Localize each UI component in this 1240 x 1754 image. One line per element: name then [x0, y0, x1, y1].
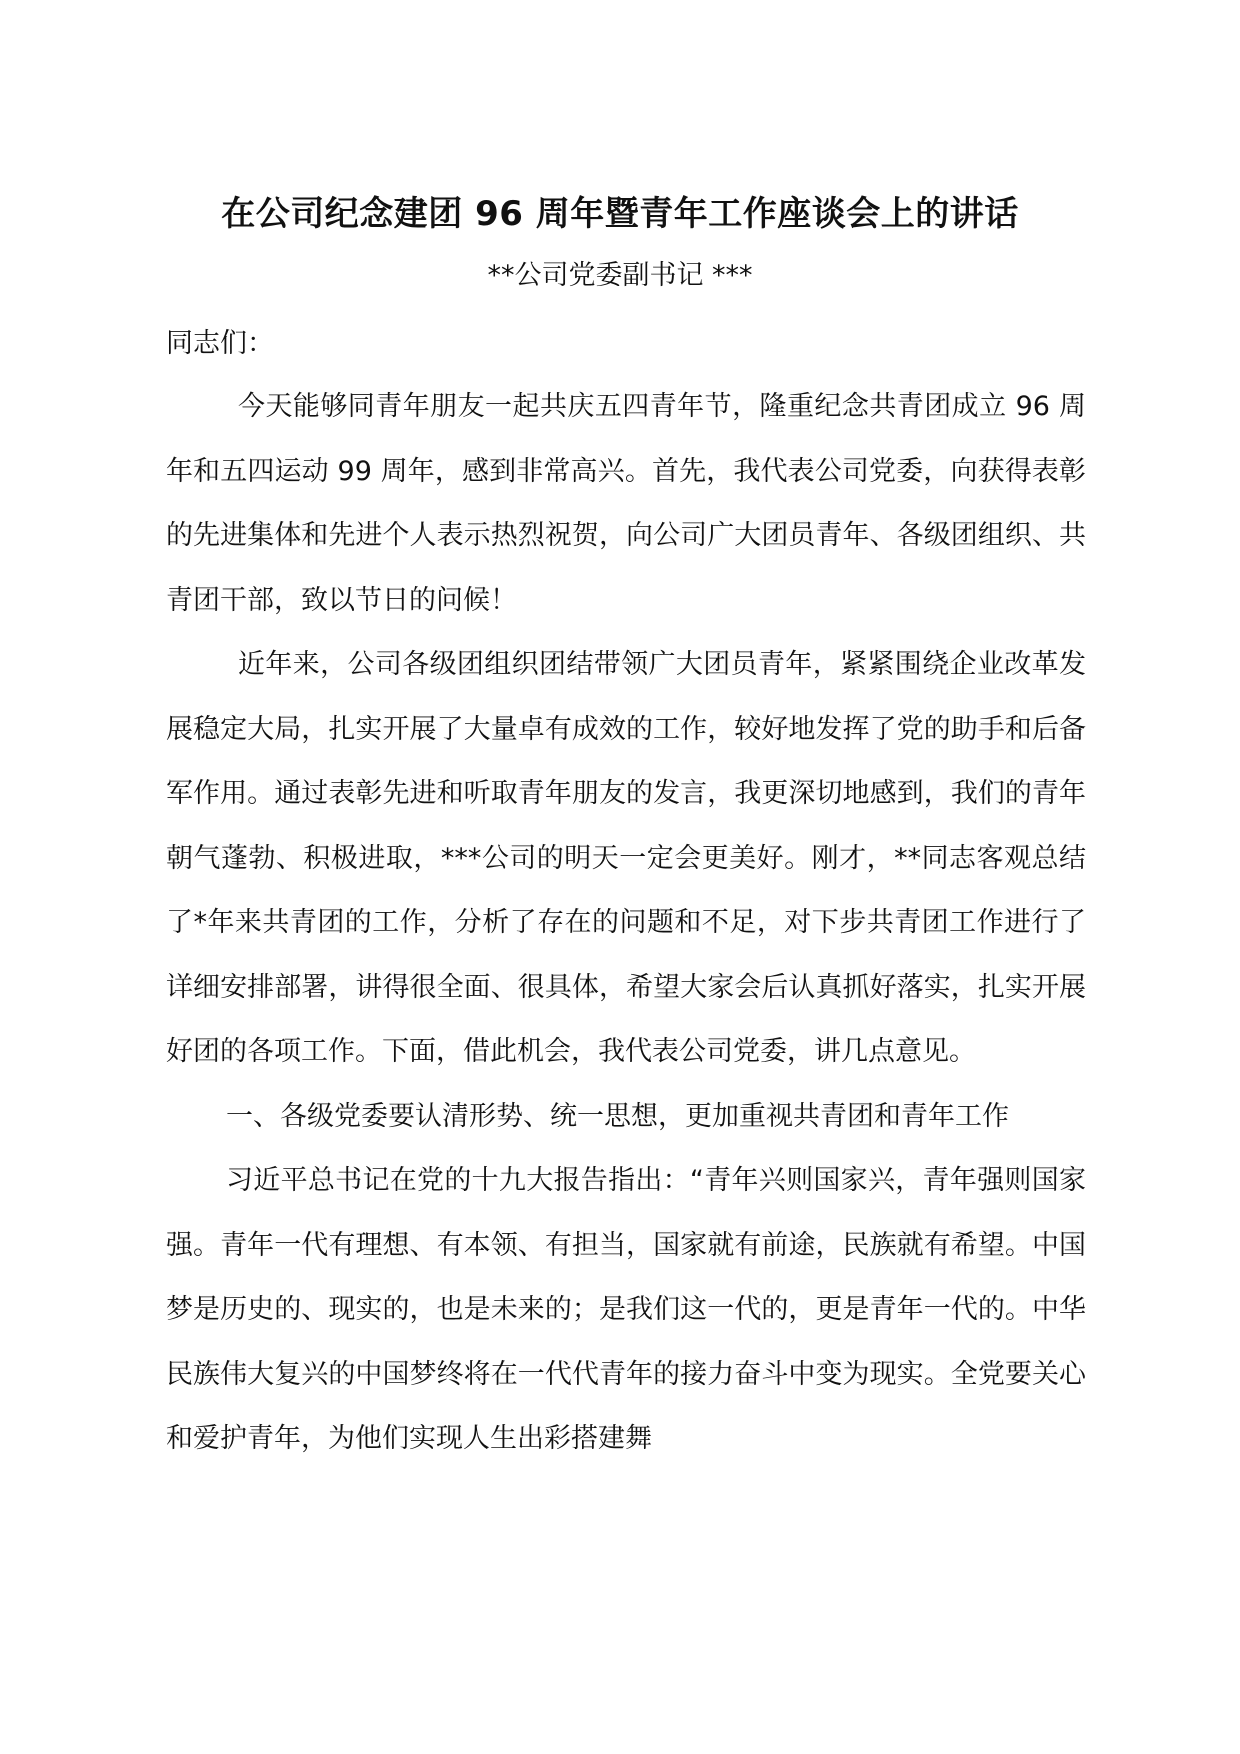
paragraph-opening: 今天能够同青年朋友一起共庆五四青年节，隆重纪念共青团成立 96 周年和五四运动 99 周年，感到非常高兴。首先，我代表公司党委，向获得表彰的先进集体和先进个人表示热烈祝贺，向公司广大团员青年、各级团组织、共青团干部，致以节日的问候！	[166, 391, 1086, 616]
paragraph-quote: 习近平总书记在党的十九大报告指出：“青年兴则国家兴，青年强则国家强。青年一代有理想、有本领、有担当，国家就有前途，民族就有希望。中国梦是历史的、现实的，也是未来的；是我们这一代的，更是青年一代的。中华民族伟大复兴的中国梦终将在一代代青年的接力奋斗中变为现实。全党要关心和爱护青年，为他们实现人生出彩搭建舞	[166, 1165, 1086, 1454]
paragraph-achievements: 近年来，公司各级团组织团结带领广大团员青年，紧紧围绕企业改革发展稳定大局，扎实开展了大量卓有成效的工作，较好地发挥了党的助手和后备军作用。通过表彰先进和听取青年朋友的发言，我更深切地感到，我们的青年朝气蓬勃、积极进取，***公司的明天一定会更美好。刚才，**同志客观总结了*年来共青团的工作，分析了存在的问题和不足，对下步共青团工作进行了详细安排部署，讲得很全面、很具体，希望大家会后认真抓好落实，扎实开展好团的各项工作。下面，借此机会，我代表公司党委，讲几点意见。	[166, 649, 1086, 1067]
body-paragraphs	[166, 375, 1086, 1472]
document-byline: **公司党委副书记 ***	[487, 260, 753, 291]
salutation: 同志们：	[166, 328, 274, 359]
document-title: 在公司纪念建团 96 周年暨青年工作座谈会上的讲话	[221, 194, 1019, 234]
section-heading-one: 一、各级党委要认清形势、统一思想，更加重视共青团和青年工作	[226, 1100, 1009, 1132]
